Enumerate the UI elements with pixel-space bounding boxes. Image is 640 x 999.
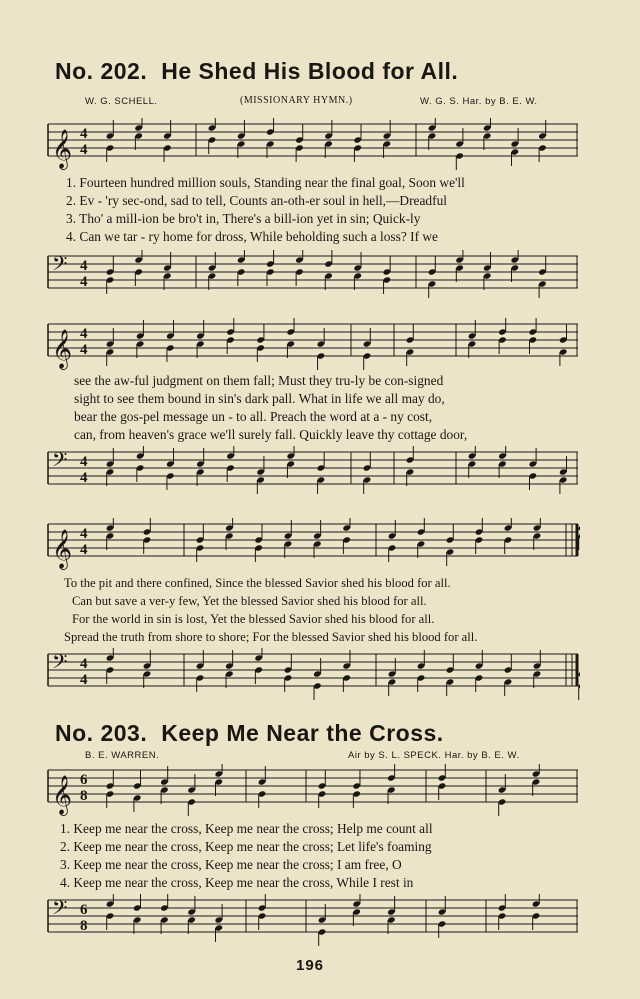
hymn-203-title	[55, 720, 444, 747]
treble-clef-icon: 𝄞	[52, 775, 73, 815]
lyric-line: sight to see them bound in sin's dark pall. What in life we all may do,	[74, 391, 445, 406]
hymn-203-lyrics-system-1	[60, 820, 433, 892]
lyric-line: 4. Keep me near the cross, Keep me near the cross, While I rest in	[60, 875, 414, 890]
music-staff-bass	[46, 648, 580, 700]
time-signature-denominator: 4	[80, 274, 88, 290]
hymn-202-tune: (MISSIONARY HYMN.)	[240, 95, 353, 106]
time-signature-numerator: 4	[80, 526, 88, 542]
bass-clef-icon: 𝄢	[52, 896, 68, 924]
time-signature-numerator: 4	[80, 126, 88, 142]
hymn-202-lyrics-system-3	[64, 574, 477, 646]
time-signature-denominator: 4	[80, 470, 88, 486]
music-staff-treble	[46, 118, 580, 170]
treble-clef-icon: 𝄞	[52, 129, 73, 169]
treble-clef-icon: 𝄞	[52, 329, 73, 369]
time-signature-numerator: 6	[80, 902, 88, 918]
lyric-line: 3. Keep me near the cross, Keep me near the cross; I am free, O	[60, 857, 402, 872]
music-staff-treble	[46, 764, 580, 816]
music-staff-treble	[46, 318, 580, 370]
music-staff-bass	[46, 250, 580, 302]
lyric-line: 2. Keep me near the cross, Keep me near the cross; Let life's foaming	[60, 839, 432, 854]
page-number: 196	[296, 957, 325, 974]
hymn-202-author: W. G. SCHELL.	[85, 96, 158, 107]
bass-clef-icon: 𝄢	[52, 650, 68, 678]
lyric-line: Can but save a ver-y few, Yet the blessed Savior shed his blood for all.	[72, 594, 427, 608]
hymn-203-number: No. 203.	[55, 720, 148, 746]
treble-clef-icon: 𝄞	[52, 529, 73, 569]
lyric-line: 1. Fourteen hundred million souls, Standing near the final goal, Soon we'll	[66, 175, 465, 190]
lyric-line: bear the gos-pel message un - to all. Preach the word at a - ny cost,	[74, 409, 433, 424]
time-signature-denominator: 4	[80, 542, 88, 558]
time-signature-numerator: 4	[80, 656, 88, 672]
music-staff-bass	[46, 446, 580, 498]
hymn-202-composer: W. G. S. Har. by B. E. W.	[420, 96, 538, 107]
lyric-line: 4. Can we tar - ry home for dross, While beholding such a loss? If we	[66, 229, 438, 244]
time-signature-numerator: 4	[80, 326, 88, 342]
hymn-203-composer: Air by S. L. SPECK. Har. by B. E. W.	[348, 750, 520, 761]
hymn-202-number: No. 202.	[55, 58, 148, 84]
hymn-202-lyrics-system-2	[74, 372, 467, 444]
lyric-line: 3. Tho' a mill-ion be bro't in, There's a bill-ion yet in sin; Quick-ly	[66, 211, 421, 226]
hymn-202-title	[55, 58, 458, 85]
music-staff-treble	[46, 518, 580, 570]
time-signature-numerator: 6	[80, 772, 88, 788]
hymn-203-title-text: Keep Me Near the Cross.	[161, 720, 444, 746]
lyric-line: 1. Keep me near the cross, Keep me near the cross; Help me count all	[60, 821, 433, 836]
hymn-203-author: B. E. WARREN.	[85, 750, 160, 761]
time-signature-denominator: 4	[80, 672, 88, 688]
hymn-202-lyrics-system-1	[66, 174, 465, 246]
time-signature-denominator: 8	[80, 918, 88, 934]
lyric-line: see the aw-ful judgment on them fall; Must they tru-ly be con-signed	[74, 373, 444, 388]
music-staff-bass	[46, 894, 580, 946]
time-signature-denominator: 8	[80, 788, 88, 804]
hymn-202-title-text: He Shed His Blood for All.	[161, 58, 459, 84]
bass-clef-icon: 𝄢	[52, 252, 68, 280]
lyric-line: To the pit and there confined, Since the blessed Savior shed his blood for all.	[64, 576, 451, 590]
time-signature-denominator: 4	[80, 342, 88, 358]
lyric-line: Spread the truth from shore to shore; For the blessed Savior shed his blood for all.	[64, 630, 478, 644]
time-signature-numerator: 4	[80, 454, 88, 470]
bass-clef-icon: 𝄢	[52, 448, 68, 476]
time-signature-denominator: 4	[80, 142, 88, 158]
time-signature-numerator: 4	[80, 258, 88, 274]
lyric-line: can, from heaven's grace we'll surely fall. Quickly leave thy cottage door,	[74, 427, 468, 442]
lyric-line: 2. Ev - 'ry sec-ond, sad to tell, Counts an-oth-er soul in hell,—Dreadful	[66, 193, 447, 208]
lyric-line: For the world in sin is lost, Yet the blessed Savior shed his blood for all.	[72, 612, 435, 626]
